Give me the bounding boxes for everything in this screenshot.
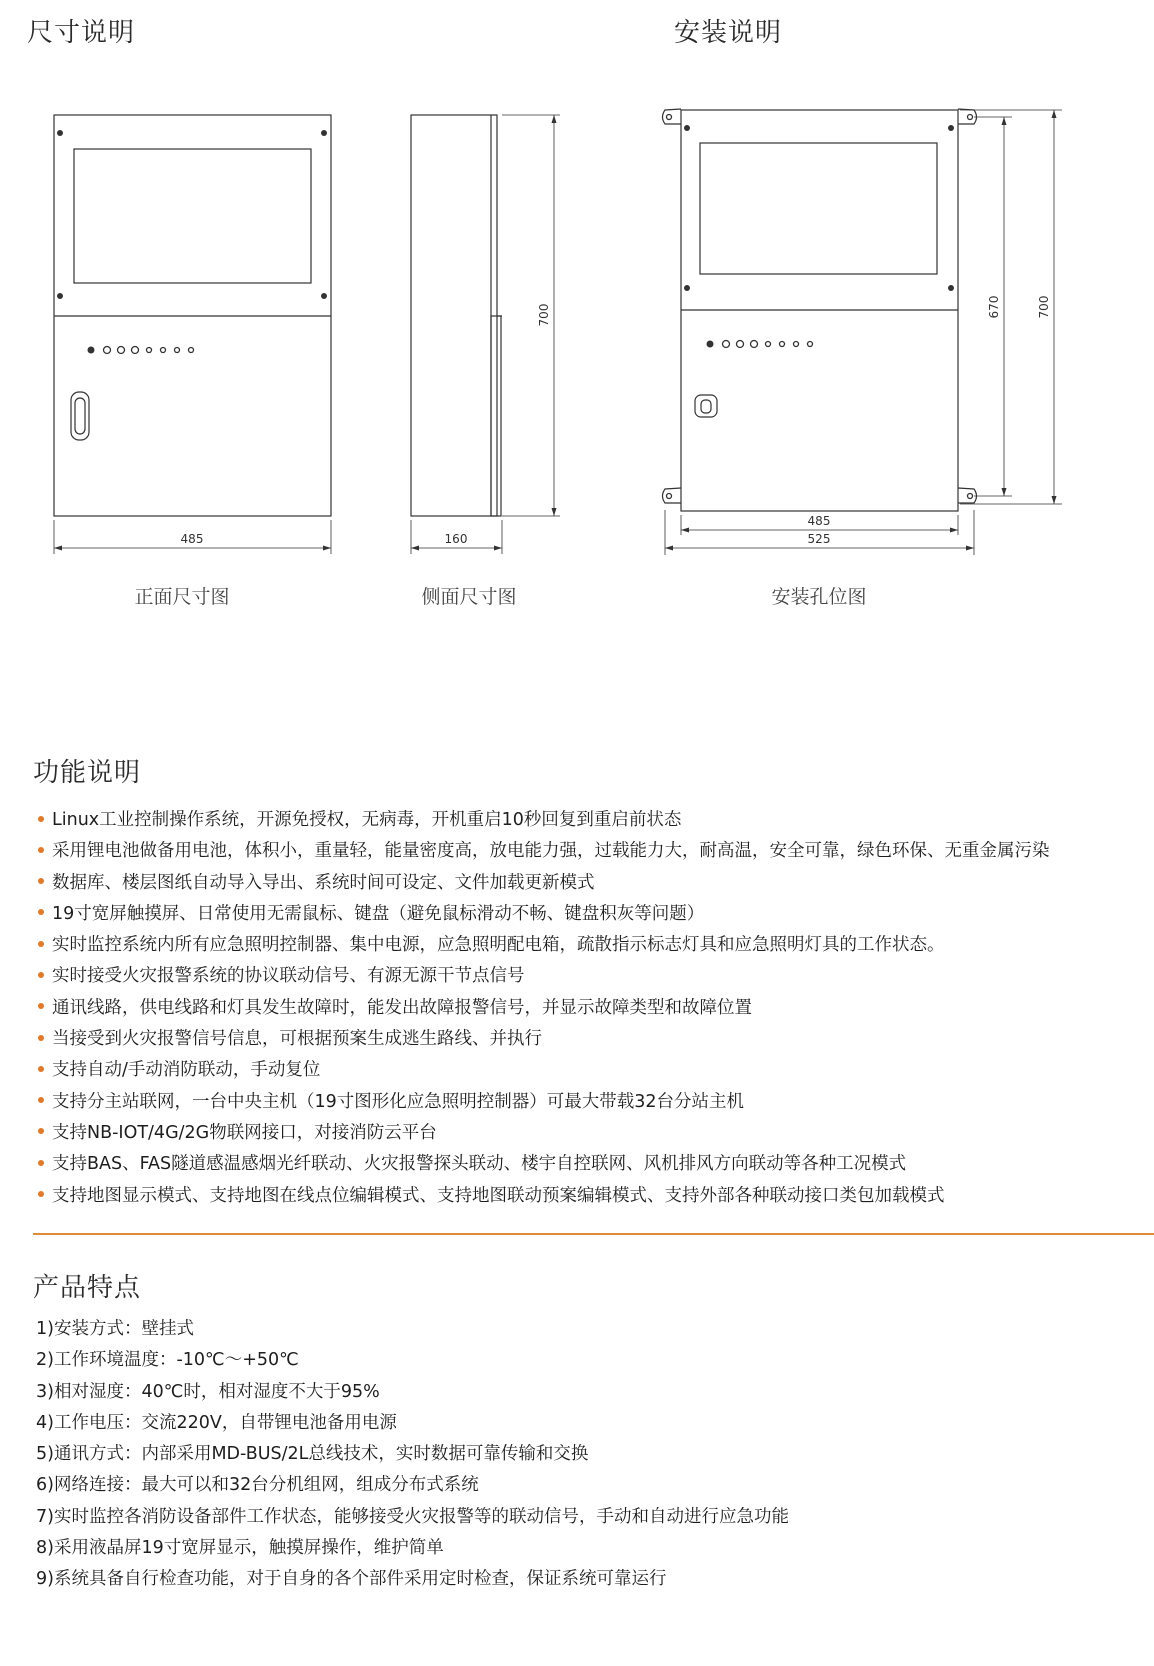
bullet-icon: [38, 816, 44, 822]
bullet-icon: [38, 1097, 44, 1103]
side-view-drawing: [411, 115, 502, 516]
bullet-icon: [38, 878, 44, 884]
list-item: 支持分主站联网，一台中央主机（19寸图形化应急照明控制器）可最大带载32台分站主机: [36, 1087, 1050, 1118]
list-item: 1)安装方式：壁挂式: [36, 1319, 194, 1339]
list-item: 支持BAS、FAS隧道感温感烟光纤联动、火灾报警探头联动、楼宇自控联网、风机排风方向联动等各种工况模式: [36, 1149, 1050, 1180]
installation-heading: 安装说明: [674, 18, 783, 48]
list-item: 支持NB-IOT/4G/2G物联网接口，对接消防云平台: [36, 1118, 1050, 1149]
dimensions-heading: 尺寸说明: [27, 18, 136, 48]
list-item: 8)采用液晶屏19寸宽屏显示，触摸屏操作，维护简单: [36, 1538, 444, 1559]
technical-drawings: [0, 0, 1154, 640]
front-view-caption: 正面尺寸图: [134, 586, 230, 608]
list-item: 4)工作电压：交流220V，自带锂电池备用电源: [36, 1412, 397, 1433]
bullet-icon: [38, 1003, 44, 1009]
section-divider: [33, 1233, 1154, 1235]
list-item: 实时接受火灾报警系统的协议联动信号、有源无源干节点信号: [36, 961, 1050, 992]
bullet-icon: [38, 1035, 44, 1041]
mount-hole-height-label: 670: [987, 295, 1001, 319]
list-item: 数据库、楼层图纸自动导入导出、系统时间可设定、文件加载更新模式: [36, 868, 1050, 899]
bullet-icon: [38, 909, 44, 915]
mount-inner-width-label: 485: [807, 514, 831, 528]
bullet-icon: [38, 1160, 44, 1166]
bullet-icon: [38, 1191, 44, 1197]
list-item: 19寸宽屏触摸屏、日常使用无需鼠标、键盘（避免鼠标滑动不畅、键盘积灰等问题）: [36, 899, 1050, 930]
bullet-icon: [38, 847, 44, 853]
list-item: 采用锂电池做备用电池，体积小，重量轻，能量密度高，放电能力强，过载能力大，耐高温，安全可靠，绿色环保、无重金属污染: [36, 836, 1050, 867]
list-item: 支持地图显示模式、支持地图在线点位编辑模式、支持地图联动预案编辑模式、支持外部各种联动接口类包加载模式: [36, 1181, 1050, 1212]
list-item: 9)系统具备自行检查功能，对于自身的各个部件采用定时检查，保证系统可靠运行: [36, 1569, 667, 1590]
side-depth-label: 160: [444, 532, 468, 546]
list-item: 3)相对湿度：40℃时，相对湿度不大于95%: [36, 1381, 380, 1402]
mount-height-label: 700: [1037, 295, 1051, 319]
functions-heading: 功能说明: [33, 758, 142, 788]
features-heading: 产品特点: [33, 1273, 142, 1303]
list-item: 6)网络连接：最大可以和32台分机组网，组成分布式系统: [36, 1475, 479, 1496]
list-item: 2)工作环境温度：-10℃～+50℃: [36, 1350, 299, 1371]
side-view-caption: 侧面尺寸图: [421, 586, 517, 608]
mount-outer-width-label: 525: [807, 532, 831, 546]
list-item: Linux工业控制操作系统，开源免授权，无病毒，开机重启10秒回复到重启前状态: [36, 805, 1050, 836]
bullet-icon: [38, 1066, 44, 1072]
list-item: 当接受到火灾报警信号信息，可根据预案生成逃生路线、并执行: [36, 1024, 1050, 1055]
mount-view-caption: 安装孔位图: [771, 586, 867, 608]
list-item: 通讯线路，供电线路和灯具发生故障时，能发出故障报警信号，并显示故障类型和故障位置: [36, 993, 1050, 1024]
features-list: [36, 1314, 789, 1596]
mount-view-drawing: [663, 109, 977, 511]
functions-list: [36, 805, 1050, 1212]
list-item: 5)通讯方式：内部采用MD-BUS/2L总线技术，实时数据可靠传输和交换: [36, 1444, 589, 1465]
bullet-icon: [38, 972, 44, 978]
bullet-icon: [38, 941, 44, 947]
front-width-label: 485: [180, 532, 204, 546]
side-height-label: 700: [537, 303, 551, 327]
list-item: 实时监控系统内所有应急照明控制器、集中电源，应急照明配电箱，疏散指示标志灯具和应急照明灯具的工作状态。: [36, 930, 1050, 961]
bullet-icon: [38, 1128, 44, 1134]
list-item: 7)实时监控各消防设备部件工作状态，能够接受火灾报警等的联动信号，手动和自动进行应急功能: [36, 1506, 789, 1527]
front-view-drawing: [54, 115, 331, 516]
list-item: 支持自动/手动消防联动，手动复位: [36, 1055, 1050, 1086]
